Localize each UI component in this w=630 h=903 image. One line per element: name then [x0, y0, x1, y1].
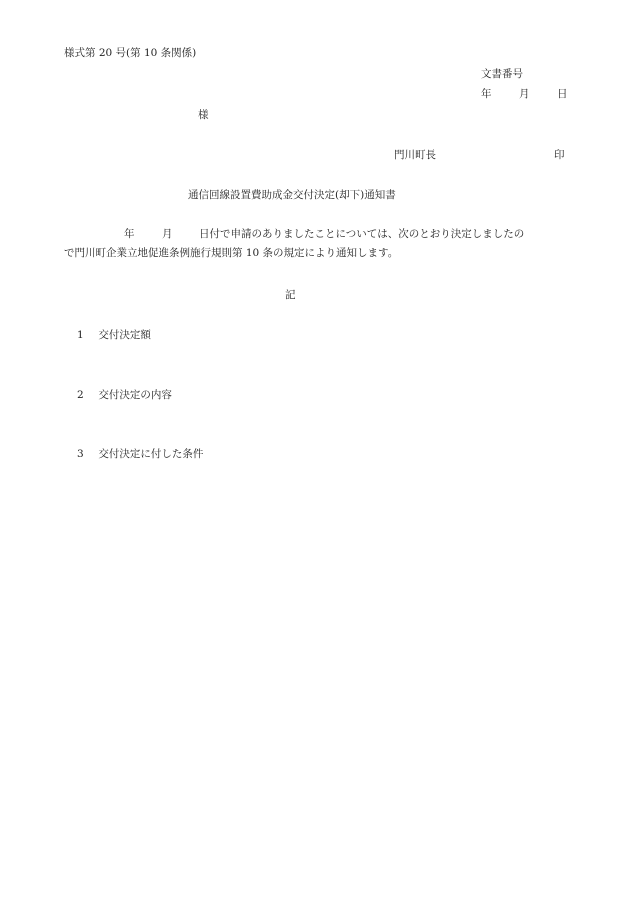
- document-number-label: 文書番号: [481, 68, 523, 80]
- form-number: 様式第 20 号(第 10 条関係): [64, 47, 197, 59]
- addressee-honorific: 様: [198, 109, 209, 121]
- record-heading: 記: [285, 289, 296, 301]
- item-label: 交付決定の内容: [98, 389, 172, 401]
- body-text-line-1: [64, 227, 574, 241]
- date-day-label: 日: [557, 88, 568, 100]
- issuer-line: [394, 148, 566, 162]
- issuer-name: 門川町長: [394, 149, 436, 161]
- item-number: 3: [77, 448, 84, 460]
- list-item: [77, 447, 203, 461]
- document-title: 通信回線設置費助成金交付決定(却下)通知書: [188, 189, 396, 201]
- item-label: 交付決定に付した条件: [98, 448, 204, 460]
- list-item: [77, 328, 151, 342]
- body-text-line-1-rest: 日付で申請のありましたことについては、次のとおり決定しましたの: [199, 228, 525, 240]
- body-text-line-2: で門川町企業立地促進条例施行規則第 10 条の規定により通知します。: [64, 247, 399, 259]
- item-label: 交付決定額: [98, 329, 151, 341]
- seal-mark: 印: [554, 149, 565, 161]
- body-month-label: 月: [162, 228, 173, 240]
- item-number: 2: [77, 389, 84, 401]
- date-line: [481, 87, 567, 101]
- list-item: [77, 388, 172, 402]
- body-year-label: 年: [124, 228, 135, 240]
- date-year-label: 年: [481, 88, 492, 100]
- date-month-label: 月: [519, 88, 530, 100]
- item-number: 1: [77, 329, 84, 341]
